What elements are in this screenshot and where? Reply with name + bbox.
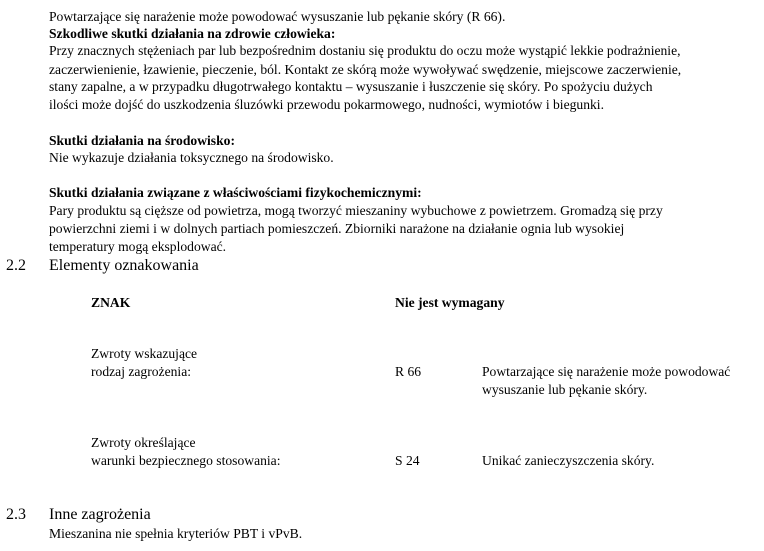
safety-statements-label-1: Zwroty określające [91, 435, 196, 450]
environment-text: Nie wykazuje działania toksycznego na środowisko. [49, 150, 334, 165]
section-2-2-number: 2.2 [6, 257, 26, 274]
health-effects-line-2: zaczerwienienie, łzawienie, pieczenie, ból. Kontakt ze skórą może wywoływać swędzenie, miejscowe zaczerwienie, [49, 62, 682, 77]
environment-heading: Skutki działania na środowisko: [49, 133, 235, 148]
health-effects-heading: Szkodliwe skutki działania na zdrowie człowieka: [49, 26, 336, 41]
physchem-line-3: temperatury mogą eksplodować. [49, 239, 227, 254]
health-effects-line-4: ilości może dojść do uszkodzenia śluzówki przewodu pokarmowego, nudności, wymiotów i biegunki. [49, 97, 604, 112]
physchem-line-2: powierzchni ziemi i w dolnych partiach pomieszczeń. Zbiorniki narażone na działanie ognia lub wysokiej [49, 221, 625, 236]
hazard-text-line-1: Powtarzające się narażenie może powodować [482, 364, 731, 379]
safety-code: S 24 [395, 453, 420, 468]
section-2-3-number: 2.3 [6, 506, 26, 523]
sign-label: ZNAK [91, 295, 131, 310]
section-2-2-title: Elementy oznakowania [49, 257, 199, 274]
safety-text: Unikać zanieczyszczenia skóry. [482, 453, 655, 468]
safety-statements-label-2: warunki bezpiecznego stosowania: [91, 453, 281, 468]
hazard-statements-label-1: Zwroty wskazujące [91, 346, 198, 361]
health-effects-line-1: Przy znacznych stężeniach par lub bezpośrednim dostaniu się produktu do oczu może wystąpić lekkie podrażnienie, [49, 43, 681, 58]
hazard-code: R 66 [395, 364, 422, 379]
physchem-line-1: Pary produktu są cięższe od powietrza, mogą tworzyć mieszaniny wybuchowe z powietrzem. Gromadzą się przy [49, 203, 663, 218]
physchem-heading: Skutki działania związane z właściwościami fizykochemicznymi: [49, 185, 422, 200]
sign-value: Nie jest wymagany [395, 295, 505, 310]
health-effects-line-3: stany zapalne, a w przypadku długotrwałego kontaktu – wysuszanie i łuszczenie się skóry. Po spożyciu dużych [49, 79, 653, 94]
hazard-text-line-2: wysuszanie lub pękanie skóry. [482, 382, 648, 397]
section-2-3-title: Inne zagrożenia [49, 506, 151, 523]
hazard-statements-label-2: rodzaj zagrożenia: [91, 364, 192, 379]
section-2-3-text: Mieszanina nie spełnia kryteriów PBT i vPvB. [49, 526, 303, 541]
r66-intro-line: Powtarzające się narażenie może powodować wysuszanie lub pękanie skóry (R 66). [49, 9, 506, 24]
